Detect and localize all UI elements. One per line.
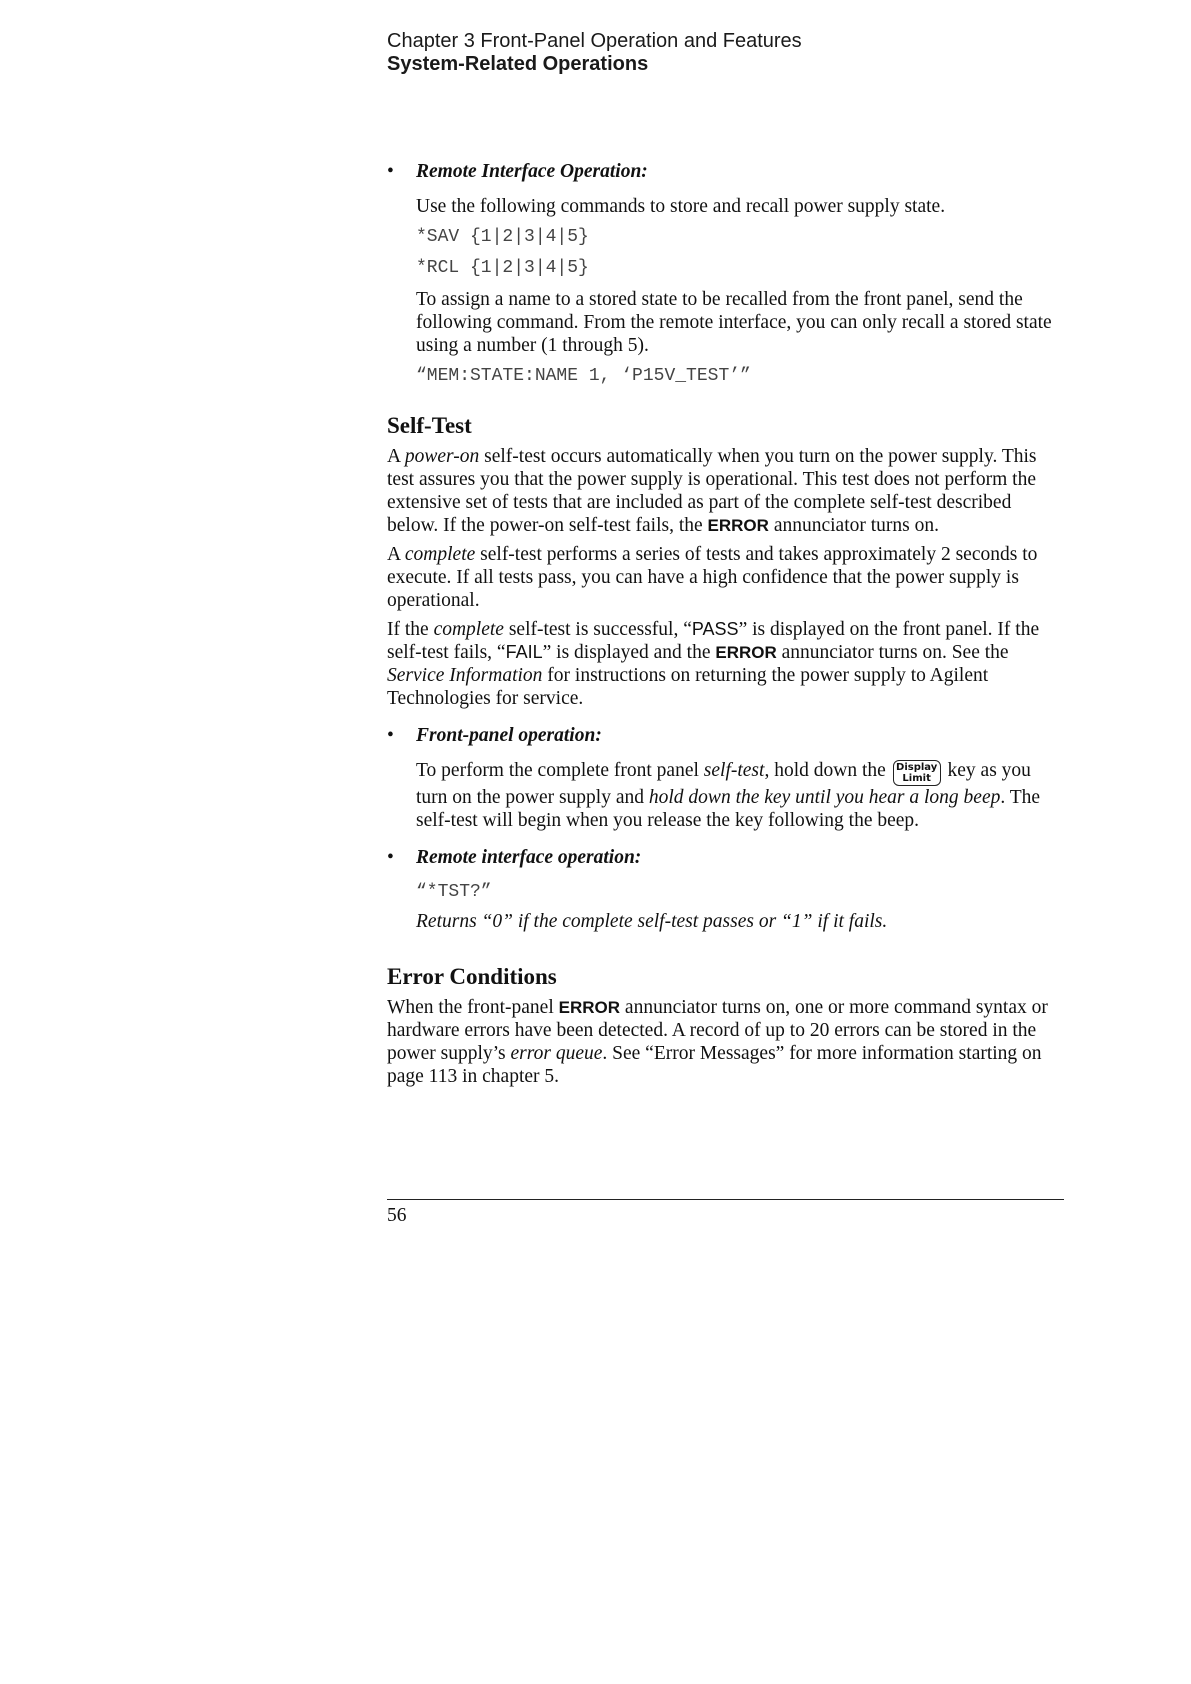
error-conditions-paragraph: When the front-panel ERROR annunciator turns on, one or more command syntax or hardware errors have been detected. A record of up to 20 errors can be stored in the power supply’s error queue. See “Error Messages” for more information starting on page 113 in chapter 5. bbox=[387, 997, 1048, 1087]
error-annunciator-label: ERROR bbox=[558, 998, 621, 1017]
remote-operation-heading: • Remote interface operation: bbox=[387, 847, 642, 868]
tst-returns-text: Returns “0” if the complete self-test passes or “1” if it fails. bbox=[416, 911, 888, 932]
power-on-paragraph: A power-on self-test occurs automatically when you turn on the power supply. This test assures you that the power supply is operational. This test does not perform the extensive set of tests that are included as part of the complete self-test described below. If the power-on self-test fails, the ERROR annunciator turns on. bbox=[387, 446, 1037, 536]
mem-state-command: “MEM:STATE:NAME 1, ‘P15V_TEST’” bbox=[416, 366, 751, 386]
self-test-heading: Self-Test bbox=[387, 413, 472, 438]
remote-intro-text: Use the following commands to store and recall power supply state. bbox=[416, 196, 946, 217]
page-content bbox=[387, 160, 1065, 1088]
assign-name-text: To assign a name to a stored state to be recalled from the front panel, send the following command. From the remote interface, you can only recall a stored state using a number (1 through 5). bbox=[416, 289, 1052, 356]
page-number: 56 bbox=[387, 1205, 407, 1226]
rcl-command: *RCL {1|2|3|4|5} bbox=[416, 258, 589, 278]
error-annunciator-label: ERROR bbox=[715, 643, 777, 662]
error-conditions-heading: Error Conditions bbox=[387, 964, 557, 989]
pass-display-text: PASS bbox=[691, 619, 739, 639]
complete-selftest-paragraph: A complete self-test performs a series of tests and takes approximately 2 seconds to execute. If all tests pass, you can have a high confidence that the power supply is operational. bbox=[387, 544, 1038, 611]
error-annunciator-label: ERROR bbox=[707, 516, 769, 535]
tst-command: “*TST?” bbox=[416, 882, 492, 902]
bullet-icon: • bbox=[387, 161, 394, 182]
footer-divider bbox=[387, 1199, 1064, 1200]
running-header bbox=[387, 30, 1067, 76]
sav-command: *SAV {1|2|3|4|5} bbox=[416, 227, 589, 247]
front-panel-selftest-text: To perform the complete front panel self-test, hold down the Display Limit key as you turn on the power supply and hold down the key until you hear a long beep. The self-test will begin when you release the key following the beep. bbox=[416, 760, 1041, 831]
remote-interface-heading: • Remote Interface Operation: bbox=[387, 161, 648, 182]
bullet-icon: • bbox=[387, 847, 394, 868]
selftest-result-paragraph: If the complete self-test is successful, “PASS” is displayed on the front panel. If the self-test fails, “FAIL” is displayed and the ERROR annunciator turns on. See the Service Information for instructions on returning the power supply to Agilent Technologies for service. bbox=[387, 619, 1040, 709]
fail-display-text: FAIL bbox=[505, 642, 543, 662]
section-title: System-Related Operations bbox=[387, 53, 649, 75]
chapter-title: Chapter 3 Front-Panel Operation and Features bbox=[387, 30, 802, 52]
display-limit-key-icon: Display Limit bbox=[893, 760, 941, 786]
front-panel-operation-heading: • Front-panel operation: bbox=[387, 725, 602, 746]
bullet-icon: • bbox=[387, 725, 394, 746]
